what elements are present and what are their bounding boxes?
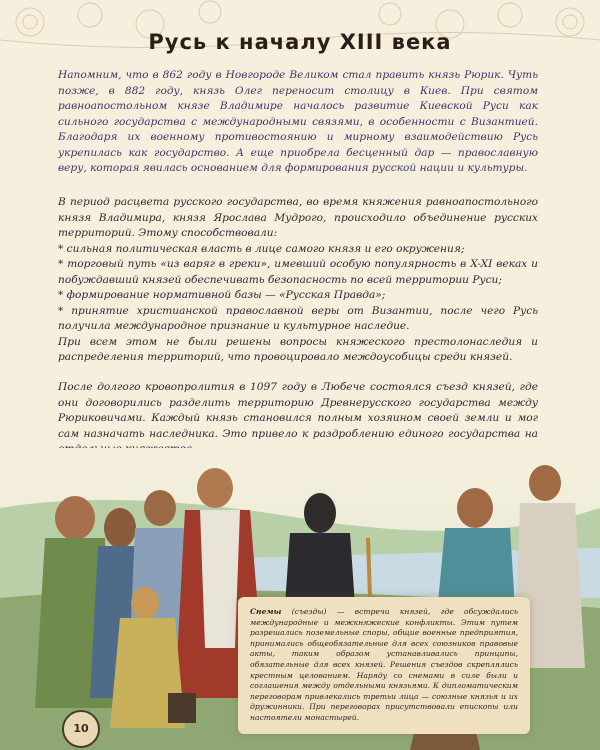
unification-outro: При всем этом не были решены вопросы княжеского престолонаследия и распределения территорий, что провоцировало междоусобицы среди князей. — [58, 335, 538, 363]
unification-section — [58, 195, 538, 366]
lyubech-paragraph: После долгого кровопролития в 1097 году в Любече состоялся съезд князей, где они договорились разделить территорию Древнерусского государства между Рюриковичами. Каждый князь становился полным хозяином своей земли и мог сам назначать наследника. Это привело к раздроблению единого государства на — [58, 381, 538, 440]
page-title: Русь к началу XIII века — [148, 30, 452, 54]
snemy-definition-box — [238, 597, 530, 734]
page-number-badge: 10 — [62, 710, 100, 748]
list-item: * торговый путь «из варяг в греки», имевший особую популярность в X-XI веках и побуждавший князей обеспечивать безопасность по всей территории Руси; — [58, 258, 538, 286]
unification-intro: В период расцвета русского государства, во время княжения равноапостольного князя Владимира, князя Ярослава Мудрого, происходило объединение русских территорий. Этому способствовали: — [58, 196, 538, 239]
list-item: * сильная политическая власть в лице самого князя и его окружения; — [58, 242, 465, 255]
list-item: * принятие христианской православной веры от Византии, после чего Русь получила международное признание и культурное наследие. — [58, 304, 538, 332]
intro-paragraph: Напомним, что в 862 году в Новгороде Великом стал править князь Рюрик. Чуть позже, в 882 году, князь Олег переносит столицу в Киев. При святом равноапостольном князе Владимире началось развитие Киевской Руси как сильного государства с международными связями, в особенности с Византией. Благодаря их военному противостоянию и мирному взаимодействию Русь укрепилась как государство. А еще приобрела бесценный дар — православную веру, которая явилась основанием для формирования русской нации и культуры. — [58, 69, 538, 174]
note-text: (съезды) — встречи князей, где обсуждались международные и межкняжеские конфликты. Этим путем разрешались поземельные споры, общие военные предприятия, принимались общеобязательные для всех союзников правовые акты, таким образом устанавливались принципы, обязательные для всех князей. Решения съездов скреплялись крестным целованием. Наряду со снемами в силе были и соглашения между отдельными князьями. К дипломатическим переговорам привлекались третьи лица — союзные князья и их дружинники. При переговорах присутствовали епископы или настоятели монастырей. — [250, 607, 518, 722]
note-term: Снемы — [250, 607, 282, 616]
list-item: * формирование нормативной базы — «Русская Правда»; — [58, 289, 386, 301]
